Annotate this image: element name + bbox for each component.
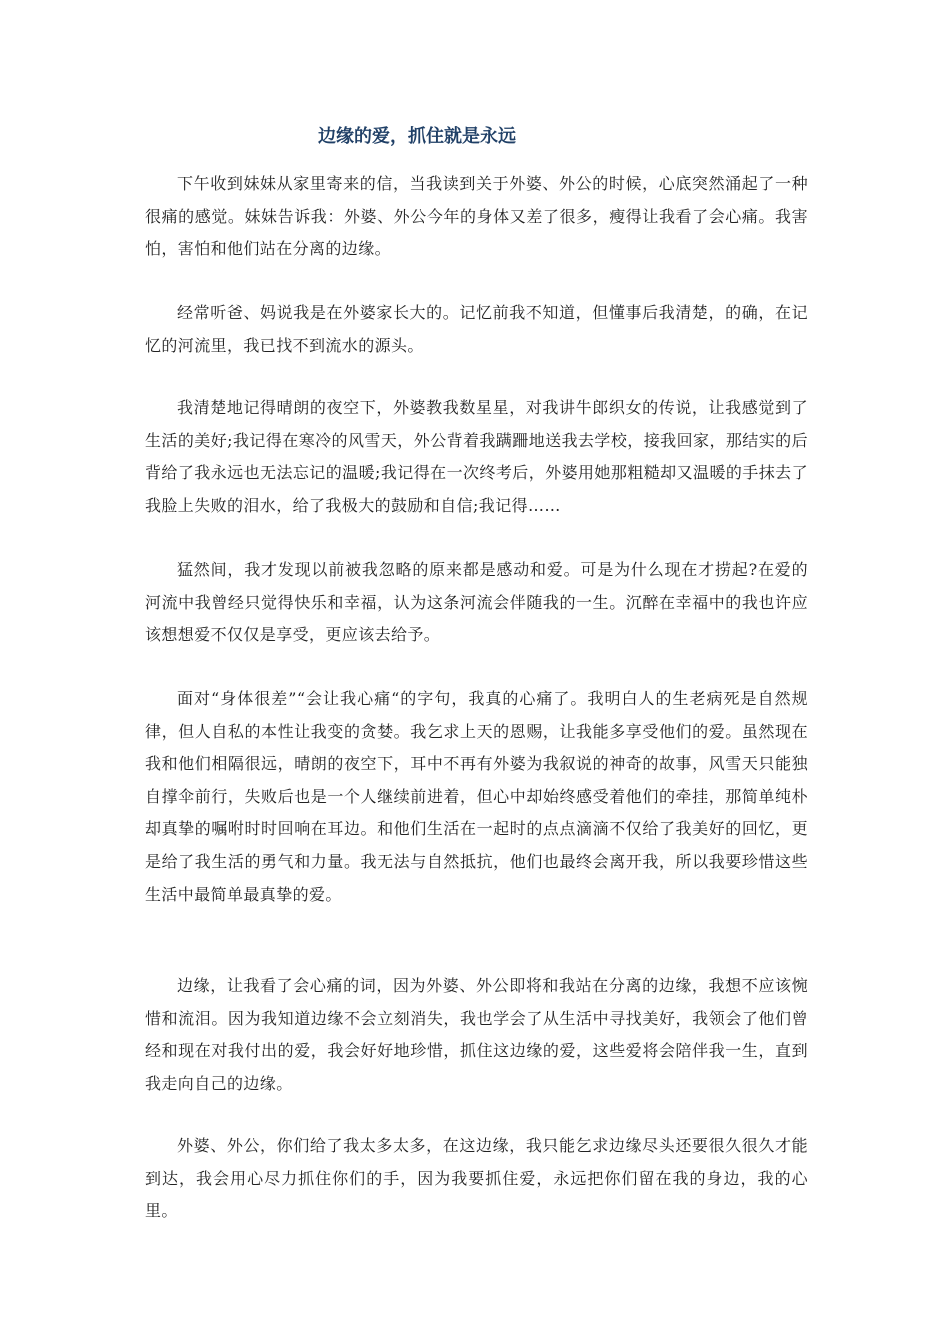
paragraph-4: 猛然间，我才发现以前被我忽略的原来都是感动和爱。可是为什么现在才捞起?在爱的河流中我曾经只觉得快乐和幸福，认为这条河流会伴随我的一生。沉醉在幸福中的我也许应该想想爱不仅仅是享受，更应该去给予。 bbox=[145, 560, 808, 645]
paragraph-5: 面对“身体很差”“会让我心痛“的字句，我真的心痛了。我明白人的生老病死是自然规律，但人自私的本性让我变的贪婪。我乞求上天的恩赐，让我能多享受他们的爱。虽然现在我和他们相隔很远，晴朗的夜空下，耳中不再有外婆为我叙说的神奇的故事，风雪天只能独自撑伞前行，失败后也是一个人继续前进着，但心中却始终感受着他们的牵挂，那简单纯朴却真挚的嘱咐时时回响在耳边。和他们生活在一起时的点点滴滴不仅给了我美好的回忆，更是给了我生活的勇气和力量。我无法与自然抵抗，他们也最终会离开我，所以我要珍惜这些生活中最简单最真挚的爱。 bbox=[145, 689, 808, 904]
document-title: 边缘的爱，抓住就是永远 bbox=[318, 126, 516, 147]
paragraph-3: 我清楚地记得晴朗的夜空下，外婆教我数星星，对我讲牛郎织女的传说，让我感觉到了生活的美好;我记得在寒冷的风雪天，外公背着我蹒跚地送我去学校，接我回家，那结实的后背给了我永远也无法忘记的温暖;我记得在一次终考后，外婆用她那粗糙却又温暖的手抹去了我脸上失败的泪水，给了我极大的鼓励和自信;我记得…… bbox=[145, 398, 808, 515]
paragraph-1: 下午收到妹妹从家里寄来的信，当我读到关于外婆、外公的时候，心底突然涌起了一种很痛的感觉。妹妹告诉我：外婆、外公今年的身体又差了很多，瘦得让我看了会心痛。我害怕，害怕和他们站在分离的边缘。 bbox=[145, 174, 808, 259]
paragraph-6: 边缘，让我看了会心痛的词，因为外婆、外公即将和我站在分离的边缘，我想不应该惋惜和流泪。因为我知道边缘不会立刻消失，我也学会了从生活中寻找美好，我领会了他们曾经和现在对我付出的爱，我会好好地珍惜，抓住这边缘的爱，这些爱将会陪伴我一生，直到我走向自己的边缘。 bbox=[145, 976, 808, 1093]
paragraph-7: 外婆、外公，你们给了我太多太多，在这边缘，我只能乞求边缘尽头还要很久很久才能到达，我会用心尽力抓住你们的手，因为我要抓住爱，永远把你们留在我的身边，我的心里。 bbox=[145, 1136, 808, 1221]
paragraph-2: 经常听爸、妈说我是在外婆家长大的。记忆前我不知道，但懂事后我清楚，的确，在记忆的河流里，我已找不到流水的源头。 bbox=[145, 303, 808, 355]
